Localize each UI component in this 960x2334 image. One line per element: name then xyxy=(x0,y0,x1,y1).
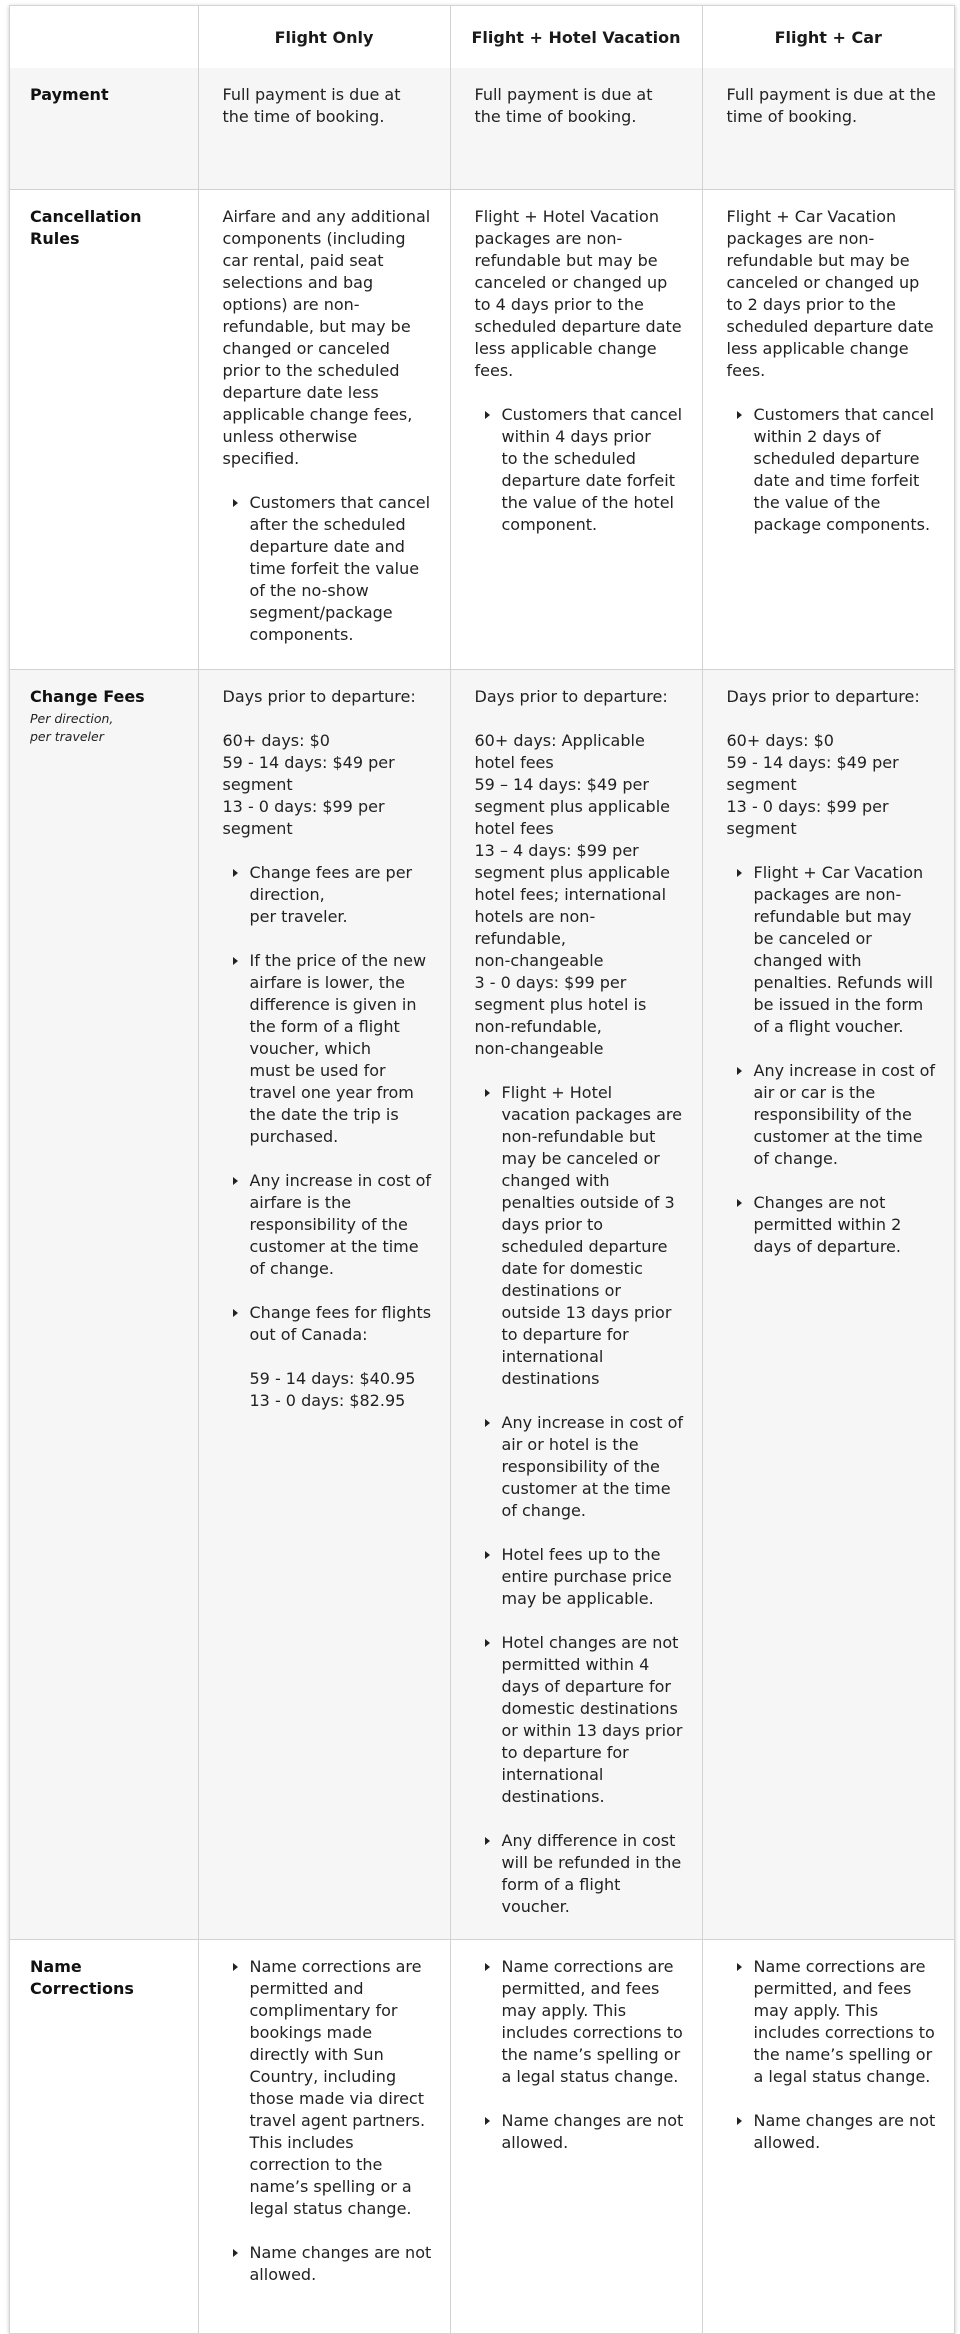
bullet-text: Customers that cancel within 2 days of scheduled departure date and time forfeit the value of the package components. xyxy=(753,405,935,534)
bullet-item xyxy=(223,1170,432,1280)
intro-line: 13 - 0 days: $99 per segment xyxy=(726,797,889,838)
header-flight-only: Flight Only xyxy=(198,6,450,68)
spacer xyxy=(223,708,432,730)
intro-line: non-changeable xyxy=(474,1039,604,1058)
triangle-bullet-icon xyxy=(233,1963,238,1971)
payment-flight-only xyxy=(198,68,450,190)
bullet-item xyxy=(223,1956,432,2220)
name-corrections-flight-car xyxy=(702,1940,954,2334)
triangle-bullet-icon xyxy=(233,1309,238,1317)
bullet-text: Flight + Car Vacation packages are non-refundable but may be canceled or changed with penalties. Refunds will be issued in the form of a flight voucher. xyxy=(753,863,934,1036)
payment-flight-car xyxy=(702,68,954,190)
bullet-item xyxy=(727,1956,937,2088)
bullet-text: must be used for travel one year from the date the trip is purchased. xyxy=(249,1061,414,1146)
bullet-item xyxy=(223,862,432,928)
bullet-text: per traveler. xyxy=(249,907,348,926)
triangle-bullet-icon xyxy=(485,1963,490,1971)
triangle-bullet-icon xyxy=(485,2117,490,2125)
bullet-text: Name changes are not allowed. xyxy=(501,2111,684,2152)
intro-line: Airfare and any additional components (including car rental, paid seat selections and bag options) are non-refundable, but may be changed or canceled prior to the scheduled departure date less applicable change fees, unless otherwise specified. xyxy=(222,207,431,468)
bullet-text: Name corrections are permitted and complimentary for bookings made directly with Sun Country, including those made via direct travel agent partners. This includes correction to the name’s spelling or a legal status change. xyxy=(249,1957,426,2218)
triangle-bullet-icon xyxy=(485,1639,490,1647)
triangle-bullet-icon xyxy=(737,1963,742,1971)
change-fees-flight-only xyxy=(198,670,450,1940)
bullet-item xyxy=(727,1192,937,1258)
cancellation-flight-only xyxy=(198,190,450,670)
row-label-cancellation: Cancellation Rules xyxy=(10,190,198,670)
triangle-bullet-icon xyxy=(737,869,742,877)
payment-flight-hotel xyxy=(450,68,702,190)
bullet-item xyxy=(223,2242,432,2286)
bullet-item xyxy=(475,1544,684,1610)
intro-line: Flight + Car Vacation packages are non-refundable but may be canceled or changed up to 2 days prior to the scheduled departure date less applicable change fees. xyxy=(726,207,934,380)
bullet-item xyxy=(475,1632,684,1808)
bullet-text: Any increase in cost of airfare is the responsibility of the customer at the time of change. xyxy=(249,1171,432,1278)
intro-line: 60+ days: $0 xyxy=(726,731,834,750)
bullet-item xyxy=(727,2110,937,2154)
bullet-text: Any increase in cost of air or hotel is the responsibility of the customer at the time of change. xyxy=(501,1413,684,1520)
bullet-item xyxy=(475,1082,684,1390)
bullet-text: Changes are not permitted within 2 days of departure. xyxy=(753,1193,902,1256)
bullet-text: Hotel changes are not permitted within 4 days of departure for domestic destinations or within 13 days prior to departure for international destinations. xyxy=(501,1633,683,1806)
triangle-bullet-icon xyxy=(485,1551,490,1559)
payment-row xyxy=(10,68,954,190)
intro-line: Days prior to departure: xyxy=(726,687,920,706)
cell-intro xyxy=(223,686,432,840)
triangle-bullet-icon xyxy=(485,1419,490,1427)
spacer xyxy=(727,708,937,730)
header-corner xyxy=(10,6,198,68)
bullet-item xyxy=(727,862,937,1038)
bullet-text: If the price of the new airfare is lower, the difference is given in the form of a flight voucher, which xyxy=(249,951,427,1058)
change-fees-sublabel: Per direction, per traveler xyxy=(30,711,114,744)
bullet-text: Any difference in cost will be refunded in the form of a flight voucher. xyxy=(501,1831,682,1916)
intro-line: Full payment is due at the time of booking. xyxy=(222,85,401,126)
triangle-bullet-icon xyxy=(485,1837,490,1845)
cell-intro xyxy=(223,84,432,128)
intro-line: non-changeable xyxy=(474,951,604,970)
intro-line: 59 - 14 days: $49 per segment xyxy=(726,753,899,794)
header-flight-hotel: Flight + Hotel Vacation xyxy=(450,6,702,68)
bullet-item xyxy=(727,1060,937,1170)
cell-intro xyxy=(475,206,684,382)
row-label-payment: Payment xyxy=(10,68,198,190)
row-label-change-fees: Change Fees Per direction, per traveler xyxy=(10,670,198,1940)
triangle-bullet-icon xyxy=(737,411,742,419)
header-row xyxy=(10,6,954,68)
intro-line: 13 - 0 days: $99 per segment xyxy=(222,797,385,838)
bullet-item xyxy=(727,404,937,536)
change-fees-row xyxy=(10,670,954,1940)
triangle-bullet-icon xyxy=(233,869,238,877)
name-corrections-row xyxy=(10,1940,954,2334)
bullet-text: Flight + Hotel vacation packages are non-refundable but may be canceled or changed with penalties outside of 3 days prior to scheduled departure date for domestic destinations or outside 13 days prior to departure for international destinations xyxy=(501,1083,682,1388)
intro-line: Flight + Hotel Vacation packages are non-refundable but may be canceled or changed up to 4 days prior to the scheduled departure date less applicable change fees. xyxy=(474,207,682,380)
bullet-text: 13 - 0 days: $82.95 xyxy=(249,1391,406,1410)
bullet-item xyxy=(475,2110,684,2154)
triangle-bullet-icon xyxy=(737,2117,742,2125)
bullet-text: Name changes are not allowed. xyxy=(249,2243,432,2284)
bullet-item xyxy=(475,1412,684,1522)
bullet-text: Change fees for flights out of Canada: xyxy=(249,1303,432,1344)
bullet-list xyxy=(223,492,432,646)
bullet-text: 59 - 14 days: $40.95 xyxy=(249,1369,416,1388)
spacer xyxy=(250,1346,432,1368)
header-flight-car: Flight + Car xyxy=(702,6,954,68)
row-label-name-corrections: Name Corrections xyxy=(10,1940,198,2334)
bullet-list xyxy=(475,1956,684,2154)
intro-line: Full payment is due at the time of booking. xyxy=(474,85,653,126)
intro-line: 13 – 4 days: $99 per segment plus applicable hotel fees; international hotels are non-refundable, xyxy=(474,841,670,948)
bullet-list xyxy=(223,1956,432,2286)
cell-intro xyxy=(475,84,684,128)
bullet-list xyxy=(223,862,432,1412)
bullet-text: Any increase in cost of air or car is the responsibility of the customer at the time of change. xyxy=(753,1061,936,1168)
bullet-text: Customers that cancel after the scheduled departure date and time forfeit the value of the no-show segment/package components. xyxy=(249,493,431,644)
intro-line: 60+ days: Applicable hotel fees xyxy=(474,731,645,772)
intro-line: Days prior to departure: xyxy=(474,687,668,706)
triangle-bullet-icon xyxy=(485,411,490,419)
bullet-item xyxy=(475,1956,684,2088)
cancellation-flight-hotel xyxy=(450,190,702,670)
intro-line: 3 - 0 days: $99 per segment plus hotel is non-refundable, xyxy=(474,973,647,1036)
bullet-item xyxy=(475,1830,684,1918)
spacer xyxy=(475,708,684,730)
intro-line: 60+ days: $0 xyxy=(222,731,330,750)
bullet-text: Customers that cancel within 4 days prior xyxy=(501,405,683,446)
bullet-list xyxy=(727,404,937,536)
name-corrections-flight-only xyxy=(198,1940,450,2334)
triangle-bullet-icon xyxy=(737,1199,742,1207)
bullet-text: Change fees are per direction, xyxy=(249,863,413,904)
bullet-text: Hotel fees up to the entire purchase price may be applicable. xyxy=(501,1545,672,1608)
triangle-bullet-icon xyxy=(737,1067,742,1075)
bullet-list xyxy=(475,404,684,536)
cell-intro xyxy=(727,686,937,840)
cell-intro xyxy=(727,206,937,382)
intro-line: Full payment is due at the time of booking. xyxy=(726,85,936,126)
cell-intro xyxy=(223,206,432,470)
bullet-text: Name corrections are permitted, and fees may apply. This includes corrections to the name’s spelling or a legal status change. xyxy=(753,1957,935,2086)
triangle-bullet-icon xyxy=(233,2249,238,2257)
intro-line: 59 – 14 days: $49 per segment plus applicable hotel fees xyxy=(474,775,670,838)
bullet-text: Name corrections are permitted, and fees may apply. This includes corrections to the name’s spelling or a legal status change. xyxy=(501,1957,683,2086)
bullet-list xyxy=(727,1956,937,2154)
triangle-bullet-icon xyxy=(233,957,238,965)
comparison-table-container xyxy=(9,5,955,2334)
triangle-bullet-icon xyxy=(485,1089,490,1097)
bullet-list xyxy=(475,1082,684,1918)
bullet-item xyxy=(223,950,432,1148)
cancellation-flight-car xyxy=(702,190,954,670)
bullet-item xyxy=(223,1302,432,1412)
bullet-text: to the scheduled departure date forfeit the value of the hotel component. xyxy=(501,449,675,534)
fare-rules-comparison-table xyxy=(10,6,954,2333)
bullet-item xyxy=(223,492,432,646)
triangle-bullet-icon xyxy=(233,499,238,507)
change-fees-flight-car xyxy=(702,670,954,1940)
intro-line: Days prior to departure: xyxy=(222,687,416,706)
bullet-list xyxy=(727,862,937,1258)
name-corrections-flight-hotel xyxy=(450,1940,702,2334)
triangle-bullet-icon xyxy=(233,1177,238,1185)
cell-intro xyxy=(475,686,684,1060)
cancellation-row xyxy=(10,190,954,670)
bullet-item xyxy=(475,404,684,536)
change-fees-flight-hotel xyxy=(450,670,702,1940)
cell-intro xyxy=(727,84,937,128)
bullet-text: Name changes are not allowed. xyxy=(753,2111,936,2152)
intro-line: 59 - 14 days: $49 per segment xyxy=(222,753,395,794)
